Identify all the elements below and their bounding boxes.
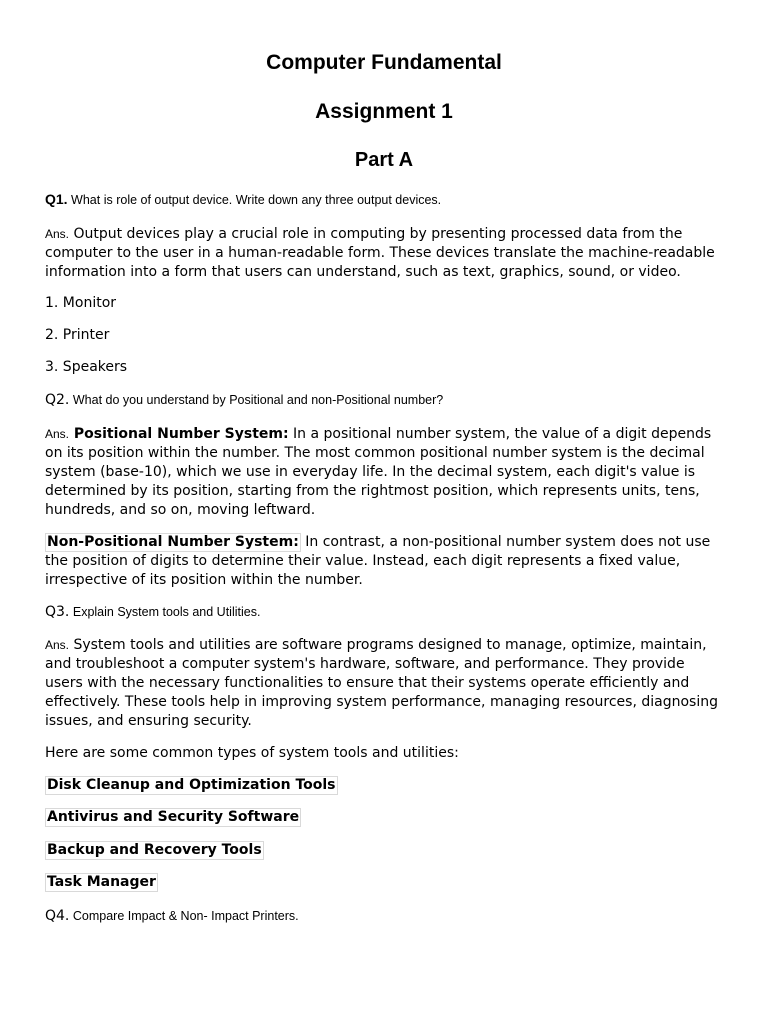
nonpositional-text: In contrast, a non-positional number system does not use the position of digits to determine their value. Instead, each digit represents a fixed value, irrespective of its position within the number. — [45, 534, 711, 588]
output-device-item: 2. Printer — [45, 327, 110, 343]
tool-item-label: Task Manager — [47, 874, 156, 890]
answer-3-label: Ans. — [45, 638, 70, 652]
nonpositional-term: Non-Positional Number System: — [47, 534, 299, 550]
answer-1 — [45, 225, 725, 282]
answer-1-text: Output devices play a crucial role in computing by presenting processed data from the computer to the user in a human-readable form. These devices translate the machine-readable information into a form that users can understand, such as text, graphics, sound, or video. — [45, 226, 715, 280]
tool-item-label: Antivirus and Security Software — [47, 809, 300, 825]
question-1-number: Q1. — [45, 191, 68, 207]
positional-text: In a positional number system, the value of a digit depends on its position within the number. The most common positional number system is the decimal system (base-10), which we use in everyday life. In the decimal system, each digit's value is determined by its position, starting from the rightmost position, which represents units, tens, hundreds, and so on, moving leftward. — [45, 426, 712, 518]
question-2-number: Q2. — [45, 392, 70, 408]
tool-item-label: Disk Cleanup and Optimization Tools — [47, 777, 336, 793]
answer-3-text: System tools and utilities are software programs designed to manage, optimize, maintain, and troubleshoot a computer system's hardware, software, and performance. They provide users with the necessary functionalities to ensure that their systems operate efficiently and effectively. These tools help in improving system performance, managing resources, diagnosing issues, and ensuring security. — [45, 637, 718, 729]
output-device-item: 3. Speakers — [45, 359, 128, 375]
question-3-number: Q3. — [45, 604, 70, 620]
answer-3 — [45, 636, 725, 731]
output-device-item: 1. Monitor — [45, 295, 117, 311]
answer-2-positional — [45, 425, 725, 520]
question-1-text: What is role of output device. Write down any three output devices. — [67, 193, 442, 207]
tool-item — [45, 841, 725, 860]
tool-item-label: Backup and Recovery Tools — [47, 842, 262, 858]
question-4 — [45, 907, 725, 925]
question-4-text: Compare Impact & Non- Impact Printers. — [69, 909, 299, 923]
question-3-text: Explain System tools and Utilities. — [69, 605, 261, 619]
question-4-number: Q4. — [45, 908, 70, 924]
question-3 — [45, 603, 725, 621]
answer-1-label: Ans. — [45, 227, 70, 241]
answer-2-label: Ans. — [45, 427, 70, 441]
question-2 — [45, 391, 725, 409]
part-heading: Part A — [354, 149, 414, 171]
question-2-text: What do you understand by Positional and non-Positional number? — [69, 393, 444, 407]
tool-item — [45, 776, 725, 795]
document-title: Computer Fundamental — [266, 51, 502, 74]
assignment-title: Assignment 1 — [315, 100, 453, 123]
positional-term: Positional Number System: — [69, 426, 289, 442]
tool-item — [45, 808, 725, 827]
tool-item — [45, 873, 725, 892]
tools-intro: Here are some common types of system tools and utilities: — [45, 745, 459, 761]
question-1 — [45, 190, 725, 209]
answer-2-nonpositional — [45, 533, 725, 590]
